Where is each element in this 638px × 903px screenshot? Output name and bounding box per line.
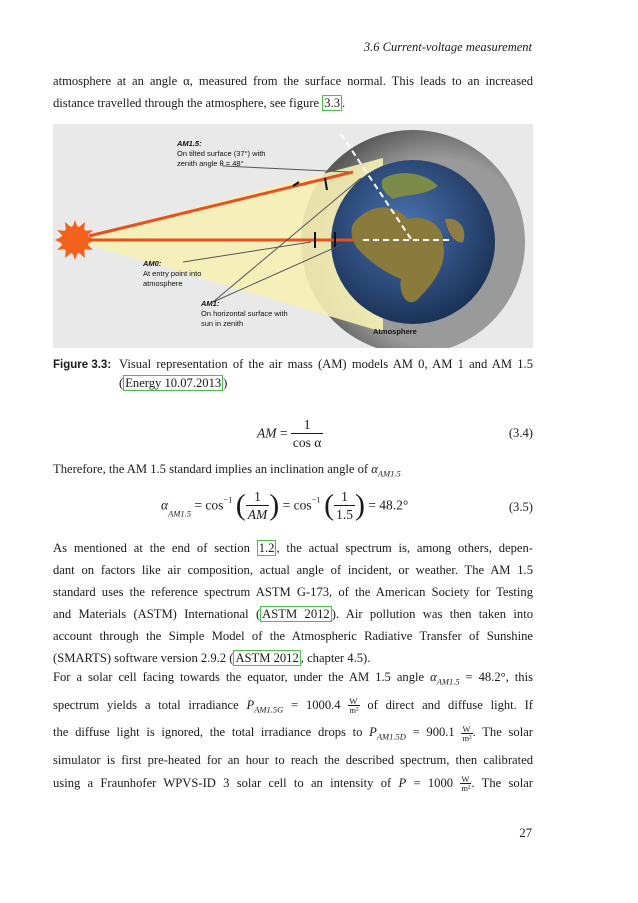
- air-mass-figure: [53, 124, 533, 348]
- caption-line-1: Visual representation of the air mass (AM) models AM 0, AM 1 and AM 1.5: [119, 357, 533, 371]
- am15-desc-1: On tilted surface (37°) with: [177, 149, 266, 158]
- equation-3-4: AM = $\frac{1}{\text{cos α}}$ (3.4): [257, 417, 533, 450]
- inclination-sentence: Therefore, the AM 1.5 standard implies an inclination angle of $\alpha_{AM1.5}$: [53, 462, 401, 479]
- figure-caption: [53, 355, 533, 390]
- astm-citation-link-2[interactable]: ASTM 2012: [235, 651, 299, 665]
- equation-3-5: $\alpha_{AM1.5} = \cos^{-1}$ ( $\frac{1}{AM}$ ) = $\cos^{-1}$ ( $\frac{1}{1.5}$ ) = 48.2° (3.5): [161, 488, 533, 522]
- eq-number-3-5: (3.5): [508, 500, 533, 514]
- eq-number-3-4: (3.4): [508, 426, 533, 440]
- am15-desc-2: zenith angle θ = 48°: [177, 159, 244, 168]
- caption-body: [119, 355, 533, 393]
- astm-citation-link[interactable]: ASTM 2012: [262, 607, 330, 621]
- caption-line-2: ( Energy 10.07.2013 ): [119, 376, 228, 390]
- am1-title: AM1:: [201, 299, 220, 308]
- am0-title: AM0:: [143, 259, 162, 268]
- caption-label: Figure 3.3:: [53, 359, 112, 371]
- spectrum-paragraph: As mentioned at the end of section 1.2 , the actual spectrum is, among others, depen- dant on factors like air composition, actual angle of incident, or weather. The AM 1.5 standard uses the reference spectrum ASTM G-173, of the American Society for Testing and Materials (ASTM) International ( ASTM 2012 ). Air pollution was then taken into account through the Simple Model of the Atmospheric Radiative Transfer of Sunshine (SMARTS) software version 2.9.2 ( ASTM 2012 , chapter 4.5).: [53, 541, 534, 665]
- am1-desc-1: On horizontal surface with: [201, 309, 288, 318]
- section-ref-link[interactable]: 1.2: [258, 541, 275, 555]
- am0-desc-2: atmosphere: [143, 279, 183, 288]
- page-number: 27: [519, 826, 532, 840]
- figure-ref-link[interactable]: 3.3: [324, 96, 341, 110]
- running-head: 3.6 Current-voltage measurement: [363, 40, 532, 54]
- irradiance-paragraph: For a solar cell facing towards the equator, under the AM 1.5 angle $\alpha_{AM1.5} = 48.2^\circ$, this spectrum yields a total irradiance $P_{AM1.5G} = 1000.4$ $\frac{W}{\text{m²}}$ of direct and diffuse light. If the diffuse light is ignored, the total irradiance drops to $P_{AM1.5D} = 900.1$ $\frac{W}{\text{m²}}$ . The solar simulator is first pre-heated for an hour to reach the described spectrum, then calibrated using a Fraunhofer WPVS-ID 3 solar cell to an intensity of P = 1000 $\frac{W}{\text{m²}}$ . The solar: [53, 670, 534, 794]
- intro-line-1: atmosphere at an angle α, measured from the surface normal. This leads to an increased: [53, 74, 533, 88]
- atmosphere-label: Atmosphere: [373, 327, 417, 336]
- am0-desc-1: At entry point into: [143, 269, 202, 278]
- intro-paragraph: [53, 70, 533, 114]
- air-mass-diagram: [53, 124, 533, 348]
- intro-line-2: distance travelled through the atmosphere, see figure 3.3 .: [53, 96, 346, 110]
- caption-citation-link[interactable]: Energy 10.07.2013: [125, 376, 222, 390]
- am1-desc-2: sun in zenith: [201, 319, 244, 328]
- am15-title: AM1.5:: [177, 139, 202, 148]
